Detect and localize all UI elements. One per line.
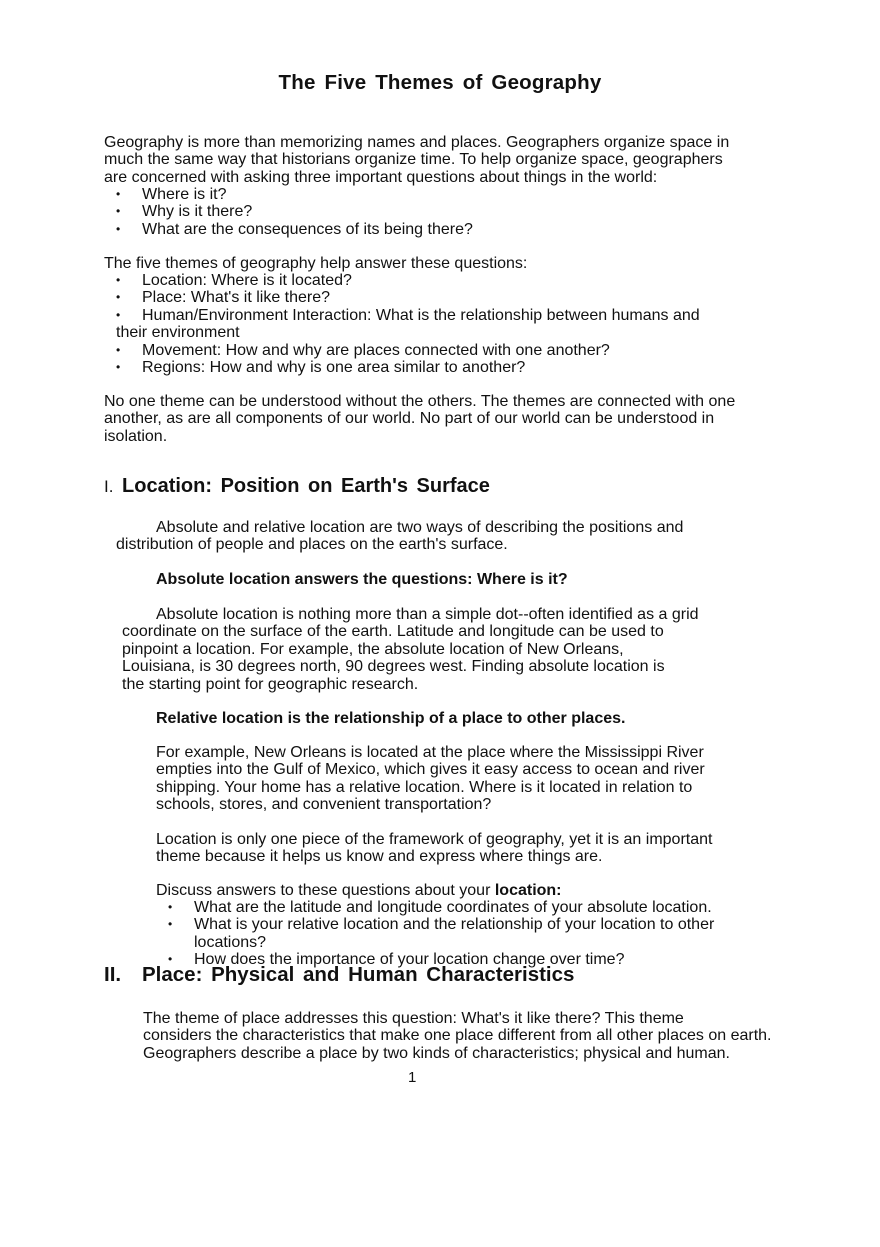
page-title: The Five Themes of Geography [278, 71, 602, 94]
section-1-intro-line: distribution of people and places on the earth's surface. [116, 536, 508, 554]
relative-location-line: shipping. Your home has a relative location. Where is it located in relation to [156, 778, 693, 796]
bullet-glyph: • [168, 917, 173, 932]
relative-location-line: For example, New Orleans is located at the place where the Mississippi River [156, 744, 704, 761]
bullet-glyph: • [168, 900, 173, 914]
section-1-number: I. [104, 477, 114, 496]
bullet-glyph: • [116, 221, 121, 236]
list-item-text: their environment [116, 324, 240, 342]
themes-lead [104, 255, 527, 272]
discuss-lead-bold: location: [494, 882, 562, 899]
section-2-line: Geographers describe a place by two kinds of characteristics; physical and human. [143, 1044, 730, 1062]
list-item-text: Movement: How and why are places connected with one another? [142, 341, 610, 359]
section-1-intro [116, 519, 683, 554]
section-1-heading [104, 475, 490, 497]
intro-line: much the same way that historians organize time. To help organize space, geographers [104, 151, 723, 169]
closing-line: another, as are all components of our world. No part of our world can be understood in [104, 410, 715, 428]
page-number: 1 [408, 1069, 417, 1086]
absolute-location-heading: Absolute location answers the questions: Where is it? [156, 571, 568, 588]
absolute-location-line: Louisiana, is 30 degrees north, 90 degrees west. Finding absolute location is [122, 658, 665, 676]
list-item-text: Regions: How and why is one area similar to another? [142, 358, 526, 376]
bullet-glyph: • [116, 307, 121, 322]
discuss-lead [156, 882, 562, 899]
section-1-title: Location: Position on Earth's Surface [122, 475, 490, 497]
framework-line: theme because it helps us know and express where things are. [156, 848, 603, 866]
section-2-heading [104, 963, 575, 986]
relative-location-heading: Relative location is the relationship of a place to other places. [156, 710, 626, 727]
absolute-location-line: coordinate on the surface of the earth. Latitude and longitude can be used to [122, 623, 664, 641]
section-2-title: Place: Physical and Human Characteristics [142, 963, 575, 986]
bullet-glyph: • [116, 273, 121, 287]
discuss-lead-text: Discuss answers to these questions about your [156, 882, 495, 899]
intro-line: are concerned with asking three important questions about things in the world: [104, 168, 658, 186]
bullet-glyph: • [116, 359, 121, 374]
relative-location-line: empties into the Gulf of Mexico, which gives it easy access to ocean and river [156, 761, 705, 779]
closing-line: isolation. [104, 427, 168, 445]
bullet-glyph: • [116, 342, 121, 357]
list-item-text: Where is it? [142, 186, 227, 203]
closing-paragraph [104, 393, 735, 445]
section-2-paragraph [143, 1010, 771, 1062]
section-2-line: The theme of place addresses this question: What's it like there? This theme [143, 1010, 684, 1027]
list-item-text: Human/Environment Interaction: What is the relationship between humans and [142, 306, 700, 324]
bullet-glyph: • [116, 204, 121, 219]
relative-location-paragraph [156, 744, 705, 814]
section-1-intro-line: Absolute and relative location are two ways of describing the positions and [156, 519, 684, 536]
absolute-location-line: the starting point for geographic research. [122, 675, 419, 693]
list-item-text: Place: What's it like there? [142, 289, 331, 307]
list-item-text: What are the latitude and longitude coordinates of your absolute location. [194, 899, 712, 916]
framework-paragraph [156, 831, 712, 866]
relative-location-line: schools, stores, and convenient transportation? [156, 796, 492, 814]
absolute-location-paragraph [122, 606, 699, 693]
list-item-text: Why is it there? [142, 203, 253, 221]
list-item-text: Location: Where is it located? [142, 272, 352, 289]
list-item-text: What are the consequences of its being there? [142, 220, 473, 238]
section-2-line: considers the characteristics that make one place different from all other places on earth. [143, 1027, 772, 1045]
absolute-location-line: Absolute location is nothing more than a simple dot--often identified as a grid [156, 606, 699, 623]
discuss-lead-line [156, 882, 562, 899]
themes-lead-text: The five themes of geography help answer these questions: [104, 255, 528, 272]
intro-line: Geography is more than memorizing names and places. Geographers organize space in [104, 134, 730, 151]
closing-line: No one theme can be understood without the others. The themes are connected with one [104, 393, 736, 410]
list-item-text: What is your relative location and the relationship of your location to other [194, 916, 715, 934]
list-item-text: How does the importance of your location change over time? [194, 951, 625, 969]
section-2-number: II. [104, 963, 122, 986]
bullet-glyph: • [168, 952, 173, 967]
absolute-location-line: pinpoint a location. For example, the absolute location of New Orleans, [122, 640, 624, 658]
intro-paragraph [104, 134, 729, 186]
framework-line: Location is only one piece of the framework of geography, yet it is an important [156, 831, 713, 848]
bullet-glyph: • [116, 290, 121, 305]
bullet-glyph: • [116, 187, 121, 201]
list-item-text: locations? [194, 933, 267, 951]
